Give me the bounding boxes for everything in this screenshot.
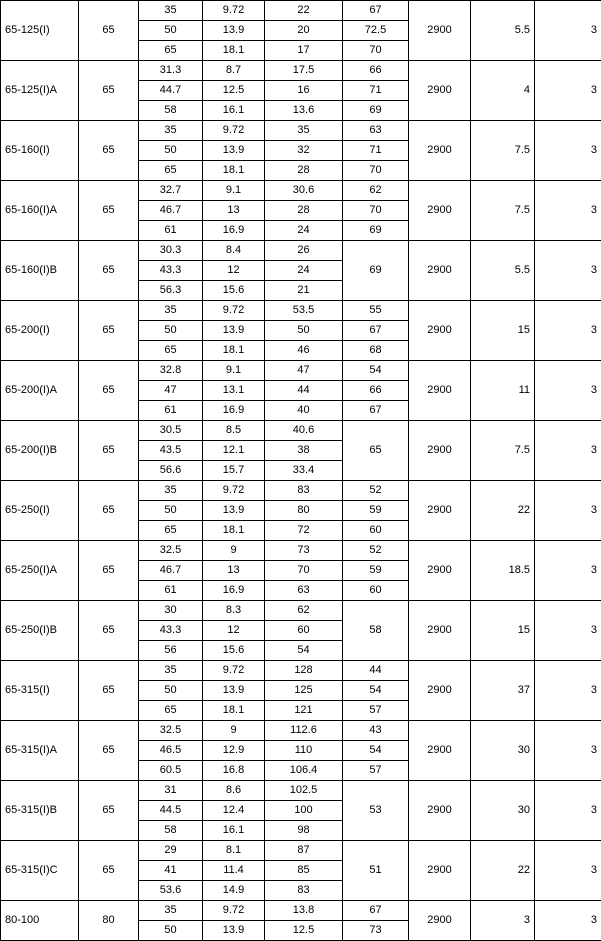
cell-bore: 65: [79, 841, 139, 901]
cell-efficiency: 46: [265, 341, 343, 361]
cell-bore: 65: [79, 241, 139, 301]
cell-head: 9.72: [203, 301, 265, 321]
table-row: [1, 61, 601, 81]
cell-head: 13: [203, 561, 265, 581]
cell-efficiency: 28: [265, 161, 343, 181]
cell-npsh: 73: [343, 921, 409, 941]
cell-flow: 35: [139, 481, 203, 501]
table-row: [1, 121, 601, 141]
cell-npsh: 69: [343, 101, 409, 121]
cell-speed: 2900: [409, 661, 471, 721]
cell-head: 18.1: [203, 341, 265, 361]
cell-efficiency: 85: [265, 861, 343, 881]
cell-flow: 46.5: [139, 741, 203, 761]
cell-npsh: 60: [343, 581, 409, 601]
cell-model: 65-315(I)C: [1, 841, 79, 901]
cell-speed: 2900: [409, 841, 471, 901]
cell-efficiency: 72: [265, 521, 343, 541]
cell-head: 12: [203, 621, 265, 641]
cell-efficiency: 35: [265, 121, 343, 141]
cell-npsh: 70: [343, 161, 409, 181]
table-row: [1, 841, 601, 861]
cell-flow: 35: [139, 901, 203, 921]
cell-quantity: 3: [535, 61, 601, 121]
cell-efficiency: 102.5: [265, 781, 343, 801]
cell-npsh: 52: [343, 481, 409, 501]
cell-flow: 41: [139, 861, 203, 881]
cell-head: 13.9: [203, 141, 265, 161]
cell-bore: 65: [79, 61, 139, 121]
cell-npsh: 69: [343, 221, 409, 241]
cell-speed: 2900: [409, 301, 471, 361]
cell-head: 16.9: [203, 221, 265, 241]
cell-model: 65-315(I)B: [1, 781, 79, 841]
cell-head: 15.6: [203, 641, 265, 661]
cell-model: 65-160(I): [1, 121, 79, 181]
cell-quantity: 3: [535, 1, 601, 61]
cell-model: 65-315(I): [1, 661, 79, 721]
cell-efficiency: 54: [265, 641, 343, 661]
table-row: [1, 301, 601, 321]
cell-quantity: 3: [535, 781, 601, 841]
cell-efficiency: 112.6: [265, 721, 343, 741]
cell-flow: 61: [139, 401, 203, 421]
cell-efficiency: 24: [265, 261, 343, 281]
cell-flow: 35: [139, 661, 203, 681]
cell-flow: 60.5: [139, 761, 203, 781]
cell-npsh: 66: [343, 381, 409, 401]
cell-npsh: 58: [343, 601, 409, 661]
cell-flow: 65: [139, 701, 203, 721]
cell-flow: 43.5: [139, 441, 203, 461]
cell-bore: 65: [79, 661, 139, 721]
cell-efficiency: 12.5: [265, 921, 343, 941]
cell-efficiency: 73: [265, 541, 343, 561]
cell-efficiency: 32: [265, 141, 343, 161]
cell-flow: 43.3: [139, 621, 203, 641]
cell-model: 65-125(I)A: [1, 61, 79, 121]
cell-quantity: 3: [535, 241, 601, 301]
cell-model: 65-315(I)A: [1, 721, 79, 781]
cell-head: 12.1: [203, 441, 265, 461]
cell-efficiency: 110: [265, 741, 343, 761]
cell-efficiency: 60: [265, 621, 343, 641]
cell-flow: 50: [139, 21, 203, 41]
cell-power: 15: [471, 301, 535, 361]
cell-head: 9.1: [203, 361, 265, 381]
cell-flow: 43.3: [139, 261, 203, 281]
cell-bore: 65: [79, 1, 139, 61]
cell-flow: 30.5: [139, 421, 203, 441]
table-row: [1, 661, 601, 681]
cell-head: 13.9: [203, 921, 265, 941]
cell-flow: 32.8: [139, 361, 203, 381]
cell-speed: 2900: [409, 1, 471, 61]
cell-bore: 80: [79, 901, 139, 941]
cell-head: 13.9: [203, 681, 265, 701]
cell-npsh: 72.5: [343, 21, 409, 41]
cell-quantity: 3: [535, 541, 601, 601]
cell-efficiency: 17: [265, 41, 343, 61]
cell-flow: 44.7: [139, 81, 203, 101]
cell-speed: 2900: [409, 781, 471, 841]
cell-flow: 46.7: [139, 561, 203, 581]
cell-flow: 56: [139, 641, 203, 661]
cell-flow: 32.7: [139, 181, 203, 201]
cell-flow: 32.5: [139, 721, 203, 741]
cell-flow: 65: [139, 521, 203, 541]
cell-npsh: 54: [343, 361, 409, 381]
cell-npsh: 59: [343, 561, 409, 581]
cell-efficiency: 28: [265, 201, 343, 221]
cell-npsh: 71: [343, 81, 409, 101]
cell-flow: 29: [139, 841, 203, 861]
table-row: [1, 1, 601, 21]
cell-model: 65-200(I)A: [1, 361, 79, 421]
cell-speed: 2900: [409, 481, 471, 541]
cell-power: 4: [471, 61, 535, 121]
cell-head: 16.8: [203, 761, 265, 781]
cell-speed: 2900: [409, 721, 471, 781]
cell-npsh: 57: [343, 761, 409, 781]
cell-efficiency: 40: [265, 401, 343, 421]
table-row: [1, 901, 601, 921]
cell-npsh: 70: [343, 41, 409, 61]
cell-power: 11: [471, 361, 535, 421]
cell-flow: 61: [139, 221, 203, 241]
cell-head: 12.9: [203, 741, 265, 761]
cell-flow: 58: [139, 821, 203, 841]
cell-npsh: 52: [343, 541, 409, 561]
cell-head: 8.1: [203, 841, 265, 861]
cell-flow: 65: [139, 41, 203, 61]
cell-head: 18.1: [203, 41, 265, 61]
cell-power: 37: [471, 661, 535, 721]
cell-power: 7.5: [471, 421, 535, 481]
cell-power: 5.5: [471, 1, 535, 61]
cell-head: 13.9: [203, 21, 265, 41]
cell-flow: 50: [139, 681, 203, 701]
cell-npsh: 68: [343, 341, 409, 361]
cell-efficiency: 16: [265, 81, 343, 101]
cell-npsh: 59: [343, 501, 409, 521]
cell-speed: 2900: [409, 901, 471, 941]
cell-head: 9.72: [203, 1, 265, 21]
cell-npsh: 69: [343, 241, 409, 301]
cell-head: 9: [203, 721, 265, 741]
cell-quantity: 3: [535, 121, 601, 181]
cell-flow: 53.6: [139, 881, 203, 901]
cell-flow: 35: [139, 121, 203, 141]
cell-bore: 65: [79, 361, 139, 421]
cell-head: 16.9: [203, 581, 265, 601]
cell-power: 18.5: [471, 541, 535, 601]
cell-efficiency: 50: [265, 321, 343, 341]
table-row: [1, 181, 601, 201]
cell-speed: 2900: [409, 241, 471, 301]
cell-speed: 2900: [409, 61, 471, 121]
cell-flow: 50: [139, 141, 203, 161]
cell-efficiency: 63: [265, 581, 343, 601]
cell-efficiency: 83: [265, 881, 343, 901]
cell-flow: 32.5: [139, 541, 203, 561]
cell-head: 13.9: [203, 501, 265, 521]
cell-flow: 30.3: [139, 241, 203, 261]
cell-head: 8.5: [203, 421, 265, 441]
cell-flow: 35: [139, 1, 203, 21]
cell-efficiency: 62: [265, 601, 343, 621]
cell-head: 15.7: [203, 461, 265, 481]
cell-npsh: 53: [343, 781, 409, 841]
cell-head: 12.5: [203, 81, 265, 101]
cell-head: 18.1: [203, 521, 265, 541]
cell-head: 13.1: [203, 381, 265, 401]
cell-quantity: 3: [535, 361, 601, 421]
cell-flow: 56.6: [139, 461, 203, 481]
cell-efficiency: 100: [265, 801, 343, 821]
cell-power: 5.5: [471, 241, 535, 301]
cell-head: 12: [203, 261, 265, 281]
table-row: [1, 481, 601, 501]
cell-flow: 47: [139, 381, 203, 401]
cell-quantity: 3: [535, 481, 601, 541]
cell-flow: 56.3: [139, 281, 203, 301]
cell-npsh: 44: [343, 661, 409, 681]
table-body: [1, 1, 601, 941]
table-row: [1, 781, 601, 801]
cell-flow: 35: [139, 301, 203, 321]
cell-speed: 2900: [409, 541, 471, 601]
cell-bore: 65: [79, 301, 139, 361]
cell-head: 8.4: [203, 241, 265, 261]
cell-efficiency: 98: [265, 821, 343, 841]
cell-model: 65-250(I)A: [1, 541, 79, 601]
cell-power: 3: [471, 901, 535, 941]
cell-bore: 65: [79, 541, 139, 601]
cell-efficiency: 80: [265, 501, 343, 521]
cell-bore: 65: [79, 781, 139, 841]
cell-efficiency: 21: [265, 281, 343, 301]
cell-npsh: 70: [343, 201, 409, 221]
cell-head: 16.1: [203, 821, 265, 841]
table-row: [1, 601, 601, 621]
cell-head: 18.1: [203, 161, 265, 181]
cell-efficiency: 87: [265, 841, 343, 861]
table-row: [1, 721, 601, 741]
cell-bore: 65: [79, 601, 139, 661]
cell-power: 22: [471, 841, 535, 901]
cell-speed: 2900: [409, 421, 471, 481]
cell-efficiency: 26: [265, 241, 343, 261]
cell-model: 65-200(I)B: [1, 421, 79, 481]
cell-efficiency: 128: [265, 661, 343, 681]
cell-head: 8.6: [203, 781, 265, 801]
cell-head: 16.1: [203, 101, 265, 121]
cell-efficiency: 83: [265, 481, 343, 501]
cell-head: 18.1: [203, 701, 265, 721]
cell-power: 7.5: [471, 121, 535, 181]
cell-speed: 2900: [409, 181, 471, 241]
cell-flow: 61: [139, 581, 203, 601]
cell-npsh: 54: [343, 681, 409, 701]
cell-quantity: 3: [535, 901, 601, 941]
cell-npsh: 66: [343, 61, 409, 81]
cell-quantity: 3: [535, 181, 601, 241]
cell-speed: 2900: [409, 121, 471, 181]
cell-flow: 31.3: [139, 61, 203, 81]
cell-efficiency: 125: [265, 681, 343, 701]
cell-head: 8.3: [203, 601, 265, 621]
cell-power: 15: [471, 601, 535, 661]
cell-quantity: 3: [535, 721, 601, 781]
cell-efficiency: 106.4: [265, 761, 343, 781]
cell-npsh: 43: [343, 721, 409, 741]
cell-flow: 30: [139, 601, 203, 621]
cell-efficiency: 20: [265, 21, 343, 41]
cell-flow: 65: [139, 161, 203, 181]
cell-model: 65-250(I): [1, 481, 79, 541]
cell-flow: 65: [139, 341, 203, 361]
table-row: [1, 361, 601, 381]
table-row: [1, 421, 601, 441]
cell-npsh: 57: [343, 701, 409, 721]
cell-efficiency: 44: [265, 381, 343, 401]
cell-npsh: 63: [343, 121, 409, 141]
cell-model: 65-200(I): [1, 301, 79, 361]
cell-head: 12.4: [203, 801, 265, 821]
cell-speed: 2900: [409, 601, 471, 661]
cell-efficiency: 13.8: [265, 901, 343, 921]
cell-bore: 65: [79, 421, 139, 481]
cell-flow: 31: [139, 781, 203, 801]
cell-npsh: 67: [343, 1, 409, 21]
table-row: [1, 541, 601, 561]
cell-model: 65-160(I)B: [1, 241, 79, 301]
cell-quantity: 3: [535, 841, 601, 901]
cell-power: 22: [471, 481, 535, 541]
cell-head: 11.4: [203, 861, 265, 881]
cell-efficiency: 22: [265, 1, 343, 21]
cell-efficiency: 70: [265, 561, 343, 581]
table-row: [1, 241, 601, 261]
cell-flow: 44.5: [139, 801, 203, 821]
cell-npsh: 67: [343, 401, 409, 421]
cell-npsh: 60: [343, 521, 409, 541]
cell-npsh: 62: [343, 181, 409, 201]
cell-flow: 50: [139, 321, 203, 341]
cell-efficiency: 53.5: [265, 301, 343, 321]
cell-flow: 50: [139, 501, 203, 521]
cell-quantity: 3: [535, 601, 601, 661]
cell-head: 14.9: [203, 881, 265, 901]
cell-bore: 65: [79, 481, 139, 541]
cell-quantity: 3: [535, 661, 601, 721]
cell-bore: 65: [79, 121, 139, 181]
cell-head: 15.6: [203, 281, 265, 301]
cell-npsh: 71: [343, 141, 409, 161]
cell-npsh: 67: [343, 901, 409, 921]
cell-npsh: 65: [343, 421, 409, 481]
cell-npsh: 54: [343, 741, 409, 761]
cell-npsh: 67: [343, 321, 409, 341]
cell-flow: 50: [139, 921, 203, 941]
cell-efficiency: 30.6: [265, 181, 343, 201]
cell-power: 30: [471, 781, 535, 841]
cell-head: 13: [203, 201, 265, 221]
cell-model: 65-250(I)B: [1, 601, 79, 661]
cell-efficiency: 17.5: [265, 61, 343, 81]
cell-model: 65-125(I): [1, 1, 79, 61]
cell-npsh: 51: [343, 841, 409, 901]
cell-flow: 46.7: [139, 201, 203, 221]
cell-efficiency: 33.4: [265, 461, 343, 481]
cell-efficiency: 38: [265, 441, 343, 461]
cell-head: 16.9: [203, 401, 265, 421]
cell-npsh: 55: [343, 301, 409, 321]
cell-power: 7.5: [471, 181, 535, 241]
cell-head: 9: [203, 541, 265, 561]
cell-head: 9.72: [203, 121, 265, 141]
cell-efficiency: 47: [265, 361, 343, 381]
cell-speed: 2900: [409, 361, 471, 421]
cell-bore: 65: [79, 721, 139, 781]
cell-head: 8.7: [203, 61, 265, 81]
cell-efficiency: 13.6: [265, 101, 343, 121]
cell-head: 9.1: [203, 181, 265, 201]
cell-efficiency: 121: [265, 701, 343, 721]
cell-head: 9.72: [203, 901, 265, 921]
cell-head: 9.72: [203, 661, 265, 681]
cell-model: 80-100: [1, 901, 79, 941]
cell-quantity: 3: [535, 301, 601, 361]
cell-quantity: 3: [535, 421, 601, 481]
cell-bore: 65: [79, 181, 139, 241]
cell-model: 65-160(I)A: [1, 181, 79, 241]
cell-head: 9.72: [203, 481, 265, 501]
cell-head: 13.9: [203, 321, 265, 341]
cell-flow: 58: [139, 101, 203, 121]
cell-efficiency: 24: [265, 221, 343, 241]
cell-efficiency: 40.6: [265, 421, 343, 441]
cell-power: 30: [471, 721, 535, 781]
